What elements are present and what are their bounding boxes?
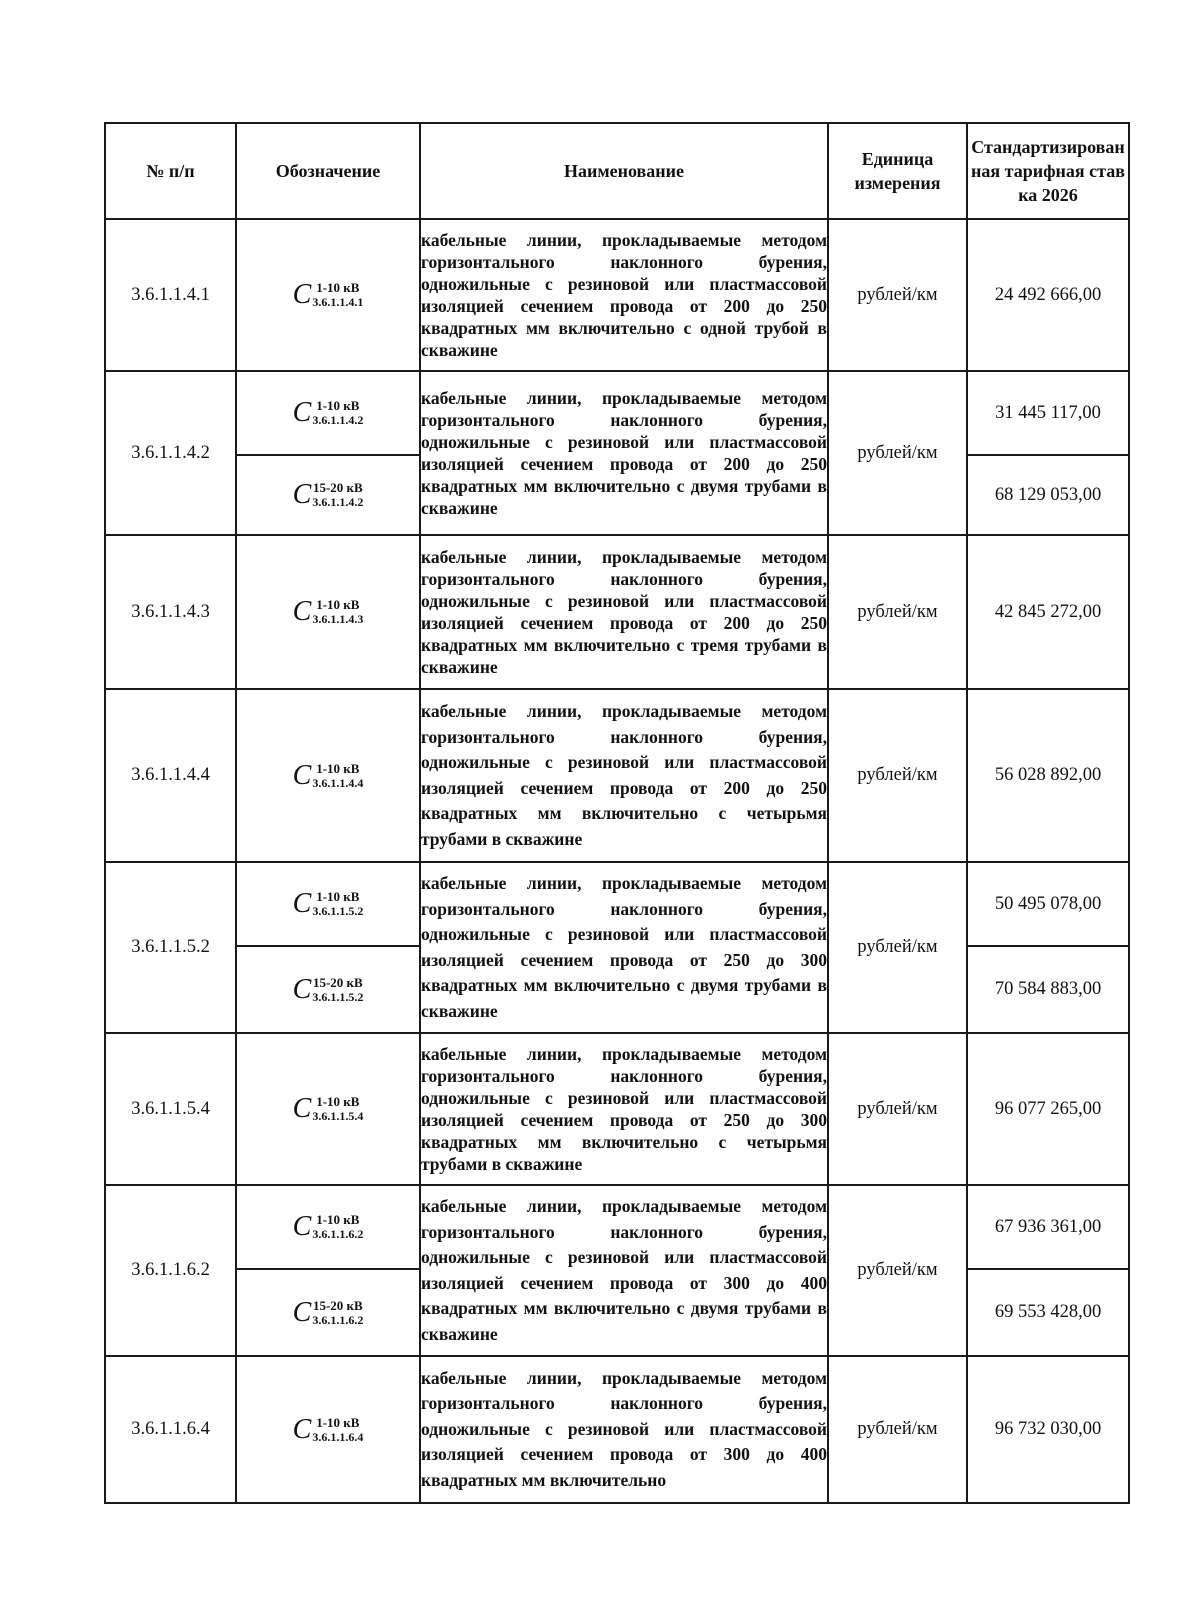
designation-symbol: C 1-10 кВ 3.6.1.1.4.4	[292, 759, 364, 791]
rate-value: 69 553 428,00	[967, 1269, 1129, 1356]
row-number: 3.6.1.1.4.4	[105, 689, 236, 862]
description: кабельные линии, прокладываемые методом горизонтального наклонного бурения, одножильные с резиновой или пластмассовой изоляцией сечением провода от 200 до 250 квадратных мм включительно с одной трубой в скважине	[420, 219, 828, 371]
header-row	[105, 123, 1129, 219]
designation-cell	[236, 535, 420, 689]
header-unit: Единица измерения	[828, 123, 967, 219]
designation-symbol: C 1-10 кВ 3.6.1.1.4.2	[292, 397, 364, 428]
designation-cell	[236, 862, 420, 946]
rate-value: 96 732 030,00	[967, 1356, 1129, 1503]
designation-symbol: C 1-10 кВ 3.6.1.1.5.4	[292, 1093, 364, 1124]
table-row	[105, 1033, 1129, 1185]
description: кабельные линии, прокладываемые методом горизонтального наклонного бурения, одножильные с резиновой или пластмассовой изоляцией сечением провода от 200 до 250 квадратных мм включительно с тремя трубами в скважине	[420, 535, 828, 689]
description: кабельные линии, прокладываемые методом горизонтального наклонного бурения, одножильные с резиновой или пластмассовой изоляцией сечением провода от 200 до 250 квадратных мм включительно с четырьмя трубами в скважине	[420, 689, 828, 862]
rate-value: 96 077 265,00	[967, 1033, 1129, 1185]
header-name: Наименование	[420, 123, 828, 219]
row-number: 3.6.1.1.5.4	[105, 1033, 236, 1185]
row-number: 3.6.1.1.6.4	[105, 1356, 236, 1503]
description: кабельные линии, прокладываемые методом горизонтального наклонного бурения, одножильные с резиновой или пластмассовой изоляцией сечением провода от 300 до 400 квадратных мм включительно с двумя трубами в скважине	[420, 1185, 828, 1356]
designation-cell	[236, 1033, 420, 1185]
rate-value: 42 845 272,00	[967, 535, 1129, 689]
designation-cell	[236, 455, 420, 535]
designation-cell	[236, 219, 420, 371]
unit: рублей/км	[828, 219, 967, 371]
designation-symbol: C 1-10 кВ 3.6.1.1.6.2	[292, 1211, 364, 1242]
table-row	[105, 535, 1129, 689]
table-row	[105, 689, 1129, 862]
table-row	[105, 1356, 1129, 1503]
unit: рублей/км	[828, 1185, 967, 1356]
designation-cell	[236, 371, 420, 455]
header-code: Обозначение	[236, 123, 420, 219]
rate-value: 31 445 117,00	[967, 371, 1129, 455]
designation-symbol: C 1-10 кВ 3.6.1.1.4.3	[292, 596, 364, 627]
description: кабельные линии, прокладываемые методом горизонтального наклонного бурения, одножильные с резиновой или пластмассовой изоляцией сечением провода от 300 до 400 квадратных мм включительно	[420, 1356, 828, 1503]
rate-value: 50 495 078,00	[967, 862, 1129, 946]
unit: рублей/км	[828, 689, 967, 862]
designation-symbol: C 15-20 кВ 3.6.1.1.5.2	[292, 973, 364, 1005]
designation-symbol: C 15-20 кВ 3.6.1.1.4.2	[292, 479, 364, 510]
designation-symbol: C 1-10 кВ 3.6.1.1.6.4	[292, 1413, 364, 1445]
rate-value: 24 492 666,00	[967, 219, 1129, 371]
row-number: 3.6.1.1.4.3	[105, 535, 236, 689]
rate-value: 67 936 361,00	[967, 1185, 1129, 1269]
description: кабельные линии, прокладываемые методом горизонтального наклонного бурения, одножильные с резиновой или пластмассовой изоляцией сечением провода от 250 до 300 квадратных мм включительно с четырьмя трубами в скважине	[420, 1033, 828, 1185]
table-row	[105, 219, 1129, 371]
table-row	[105, 371, 1129, 455]
designation-cell	[236, 946, 420, 1033]
unit: рублей/км	[828, 1356, 967, 1503]
unit: рублей/км	[828, 862, 967, 1033]
row-number: 3.6.1.1.4.1	[105, 219, 236, 371]
row-number: 3.6.1.1.4.2	[105, 371, 236, 535]
unit: рублей/км	[828, 371, 967, 535]
unit: рублей/км	[828, 1033, 967, 1185]
header-num: № п/п	[105, 123, 236, 219]
description: кабельные линии, прокладываемые методом горизонтального наклонного бурения, одножильные с резиновой или пластмассовой изоляцией сечением провода от 200 до 250 квадратных мм включительно с двумя трубами в скважине	[420, 371, 828, 535]
rate-value: 56 028 892,00	[967, 689, 1129, 862]
description: кабельные линии, прокладываемые методом горизонтального наклонного бурения, одножильные с резиновой или пластмассовой изоляцией сечением провода от 250 до 300 квадратных мм включительно с двумя трубами в скважине	[420, 862, 828, 1033]
rates-table	[104, 122, 1130, 1504]
table-row	[105, 862, 1129, 946]
row-number: 3.6.1.1.6.2	[105, 1185, 236, 1356]
designation-symbol: C 1-10 кВ 3.6.1.1.4.1	[292, 279, 364, 310]
designation-cell	[236, 1356, 420, 1503]
rate-value: 68 129 053,00	[967, 455, 1129, 535]
row-number: 3.6.1.1.5.2	[105, 862, 236, 1033]
unit: рублей/км	[828, 535, 967, 689]
designation-symbol: C 1-10 кВ 3.6.1.1.5.2	[292, 888, 364, 919]
header-rate: Стандартизированная тарифная ставка 2026	[967, 123, 1129, 219]
designation-cell	[236, 689, 420, 862]
designation-cell	[236, 1269, 420, 1356]
designation-symbol: C 15-20 кВ 3.6.1.1.6.2	[292, 1296, 364, 1328]
designation-cell	[236, 1185, 420, 1269]
rate-value: 70 584 883,00	[967, 946, 1129, 1033]
table-row	[105, 1185, 1129, 1269]
